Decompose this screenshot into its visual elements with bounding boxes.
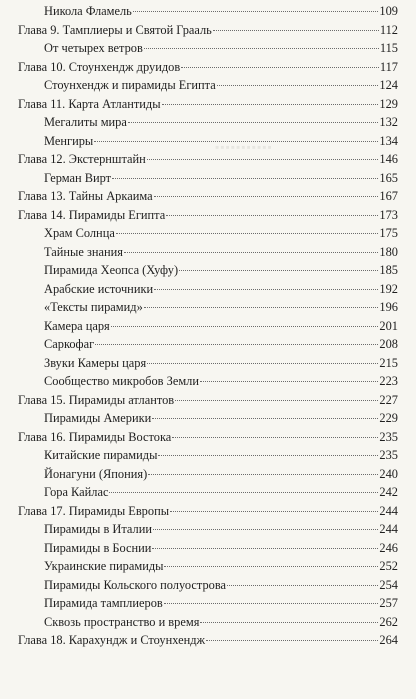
- toc-entry-page-number: 215: [379, 355, 398, 370]
- toc-entry-title: Герман Вирт: [44, 170, 112, 185]
- dot-leader: [172, 437, 378, 438]
- toc-section-entry: [18, 539, 398, 558]
- toc-entry-title: Глава 11. Карта Атлантиды: [18, 96, 161, 111]
- toc-entry-page-number: 235: [379, 448, 398, 462]
- toc-chapter-entry: [18, 21, 398, 40]
- toc-chapter-entry: [18, 150, 398, 169]
- toc-chapter-entry: [18, 95, 398, 114]
- toc-entry-title: Глава 12. Экстернштайн: [18, 152, 146, 166]
- toc-entry-page-number: 124: [379, 78, 398, 92]
- dot-leader: [109, 492, 378, 493]
- dot-leader: [154, 196, 379, 197]
- dot-leader: [128, 122, 379, 123]
- toc-section-entry: [18, 483, 398, 502]
- toc-entry-title: Пирамиды в Боснии: [44, 540, 152, 555]
- dot-leader: [152, 548, 378, 549]
- toc-entry-title: Глава 10. Стоунхендж друидов: [18, 59, 181, 74]
- dot-leader: [170, 511, 378, 512]
- table-of-contents: [18, 2, 398, 650]
- toc-section-entry: [18, 335, 398, 354]
- dot-leader: [200, 622, 378, 623]
- toc-entry-title: Сообщество микробов Земли: [44, 374, 199, 388]
- toc-entry-page-number: 254: [379, 577, 398, 592]
- toc-entry-title: От четырех ветров: [44, 41, 143, 55]
- dot-leader: [116, 233, 379, 234]
- toc-section-entry: [18, 576, 398, 595]
- show-through-text: ▪▪▪▪▪▪▪▪▪▪▪: [215, 140, 273, 154]
- toc-chapter-entry: [18, 631, 398, 650]
- toc-entry-title: Глава 16. Пирамиды Востока: [18, 429, 172, 444]
- toc-entry-page-number: 235: [379, 429, 398, 444]
- toc-section-entry: [18, 317, 398, 336]
- toc-entry-page-number: 117: [379, 59, 398, 74]
- toc-entry-page-number: 246: [379, 540, 398, 555]
- toc-entry-title: Глава 13. Тайны Аркаима: [18, 189, 153, 203]
- toc-entry-page-number: 252: [379, 559, 398, 573]
- toc-section-entry: [18, 446, 398, 465]
- toc-entry-title: Звуки Камеры царя: [44, 355, 147, 370]
- toc-entry-page-number: 109: [379, 4, 398, 18]
- toc-entry-title: Йонагуни (Япония): [44, 466, 148, 481]
- toc-entry-page-number: 244: [379, 503, 398, 518]
- dot-leader: [217, 85, 379, 86]
- toc-entry-title: Храм Солнца: [44, 226, 115, 240]
- toc-section-entry: [18, 39, 398, 58]
- toc-entry-page-number: 132: [379, 115, 398, 129]
- toc-section-entry: [18, 520, 398, 539]
- dot-leader: [148, 474, 378, 475]
- toc-entry-title: Пирамида Хеопса (Хуфу): [44, 263, 179, 277]
- dot-leader: [179, 270, 378, 271]
- dot-leader: [153, 529, 378, 530]
- toc-section-entry: [18, 465, 398, 484]
- toc-section-entry: [18, 243, 398, 262]
- toc-section-entry: [18, 76, 398, 95]
- toc-entry-title: Глава 15. Пирамиды атлантов: [18, 392, 175, 407]
- toc-entry-page-number: 223: [379, 374, 398, 388]
- toc-section-entry: [18, 261, 398, 280]
- toc-entry-page-number: 244: [379, 522, 398, 536]
- toc-chapter-entry: [18, 428, 398, 447]
- toc-section-entry: [18, 224, 398, 243]
- dot-leader: [144, 48, 379, 49]
- toc-entry-page-number: 192: [379, 281, 398, 296]
- dot-leader: [147, 363, 378, 364]
- toc-entry-title: Пирамида тамплиеров: [44, 596, 163, 610]
- dot-leader: [206, 640, 378, 641]
- dot-leader: [158, 455, 378, 456]
- toc-entry-page-number: 146: [379, 152, 398, 166]
- toc-entry-title: «Тексты пирамид»: [44, 300, 143, 314]
- toc-entry-page-number: 175: [379, 226, 398, 240]
- dot-leader: [162, 104, 379, 105]
- toc-section-entry: [18, 169, 398, 188]
- toc-section-entry: [18, 2, 398, 21]
- toc-entry-page-number: 185: [379, 263, 398, 277]
- toc-entry-title: Глава 18. Карахундж и Стоунхендж: [18, 633, 206, 647]
- toc-entry-page-number: 115: [379, 41, 398, 55]
- toc-section-entry: [18, 613, 398, 632]
- toc-section-entry: [18, 594, 398, 613]
- dot-leader: [227, 585, 378, 586]
- toc-chapter-entry: [18, 187, 398, 206]
- toc-entry-title: Сквозь пространство и время: [44, 614, 200, 629]
- toc-entry-title: Стоунхендж и пирамиды Египта: [44, 78, 216, 92]
- toc-entry-page-number: 165: [379, 170, 398, 185]
- toc-chapter-entry: [18, 502, 398, 521]
- toc-entry-title: Глава 17. Пирамиды Европы: [18, 503, 170, 518]
- toc-entry-title: Пирамиды в Италии: [44, 522, 152, 536]
- dot-leader: [152, 418, 378, 419]
- toc-entry-title: Глава 9. Тамплиеры и Святой Грааль: [18, 22, 212, 37]
- dot-leader: [164, 603, 379, 604]
- toc-chapter-entry: [18, 58, 398, 77]
- dot-leader: [133, 11, 379, 12]
- toc-entry-page-number: 229: [379, 411, 398, 425]
- dot-leader: [166, 215, 378, 216]
- toc-chapter-entry: [18, 206, 398, 225]
- toc-entry-page-number: 240: [379, 466, 398, 481]
- toc-chapter-entry: [18, 391, 398, 410]
- toc-entry-page-number: 167: [379, 189, 398, 203]
- dot-leader: [124, 252, 378, 253]
- toc-entry-page-number: 173: [379, 207, 398, 222]
- toc-entry-title: Мегалиты мира: [44, 115, 127, 129]
- toc-entry-page-number: 227: [379, 392, 398, 407]
- dot-leader: [154, 289, 378, 290]
- toc-section-entry: [18, 409, 398, 428]
- toc-entry-page-number: 180: [379, 244, 398, 259]
- toc-entry-page-number: 196: [379, 300, 398, 314]
- toc-entry-title: Арабские источники: [44, 281, 154, 296]
- dot-leader: [200, 381, 378, 382]
- toc-section-entry: [18, 132, 398, 151]
- dot-leader: [94, 141, 378, 142]
- toc-section-entry: [18, 372, 398, 391]
- toc-entry-page-number: 264: [379, 633, 398, 647]
- toc-entry-title: Менгиры: [44, 133, 94, 148]
- toc-section-entry: [18, 280, 398, 299]
- toc-section-entry: [18, 557, 398, 576]
- toc-entry-page-number: 112: [379, 22, 398, 37]
- toc-section-entry: [18, 354, 398, 373]
- toc-entry-title: Никола Фламель: [44, 4, 132, 18]
- toc-entry-title: Глава 14. Пирамиды Египта: [18, 207, 166, 222]
- toc-entry-page-number: 242: [379, 485, 398, 499]
- toc-entry-title: Камера царя: [44, 318, 110, 333]
- toc-entry-page-number: 208: [379, 337, 398, 351]
- toc-entry-title: Гора Кайлас: [44, 485, 109, 499]
- dot-leader: [95, 344, 378, 345]
- dot-leader: [175, 400, 378, 401]
- toc-entry-title: Тайные знания: [44, 244, 123, 259]
- dot-leader: [213, 30, 379, 31]
- toc-entry-title: Украинские пирамиды: [44, 559, 164, 573]
- dot-leader: [111, 326, 379, 327]
- toc-entry-page-number: 257: [379, 596, 398, 610]
- toc-section-entry: [18, 113, 398, 132]
- toc-entry-title: Китайские пирамиды: [44, 448, 158, 462]
- toc-entry-page-number: 129: [379, 96, 398, 111]
- dot-leader: [112, 178, 378, 179]
- dot-leader: [147, 159, 379, 160]
- toc-section-entry: [18, 298, 398, 317]
- toc-entry-page-number: 201: [379, 318, 398, 333]
- toc-entry-title: Пирамиды Америки: [44, 411, 152, 425]
- dot-leader: [181, 67, 379, 68]
- dot-leader: [164, 566, 378, 567]
- toc-entry-page-number: 262: [379, 614, 398, 629]
- toc-entry-title: Пирамиды Кольского полуострова: [44, 577, 227, 592]
- dot-leader: [144, 307, 379, 308]
- toc-entry-title: Саркофаг: [44, 337, 95, 351]
- toc-entry-page-number: 134: [379, 133, 398, 148]
